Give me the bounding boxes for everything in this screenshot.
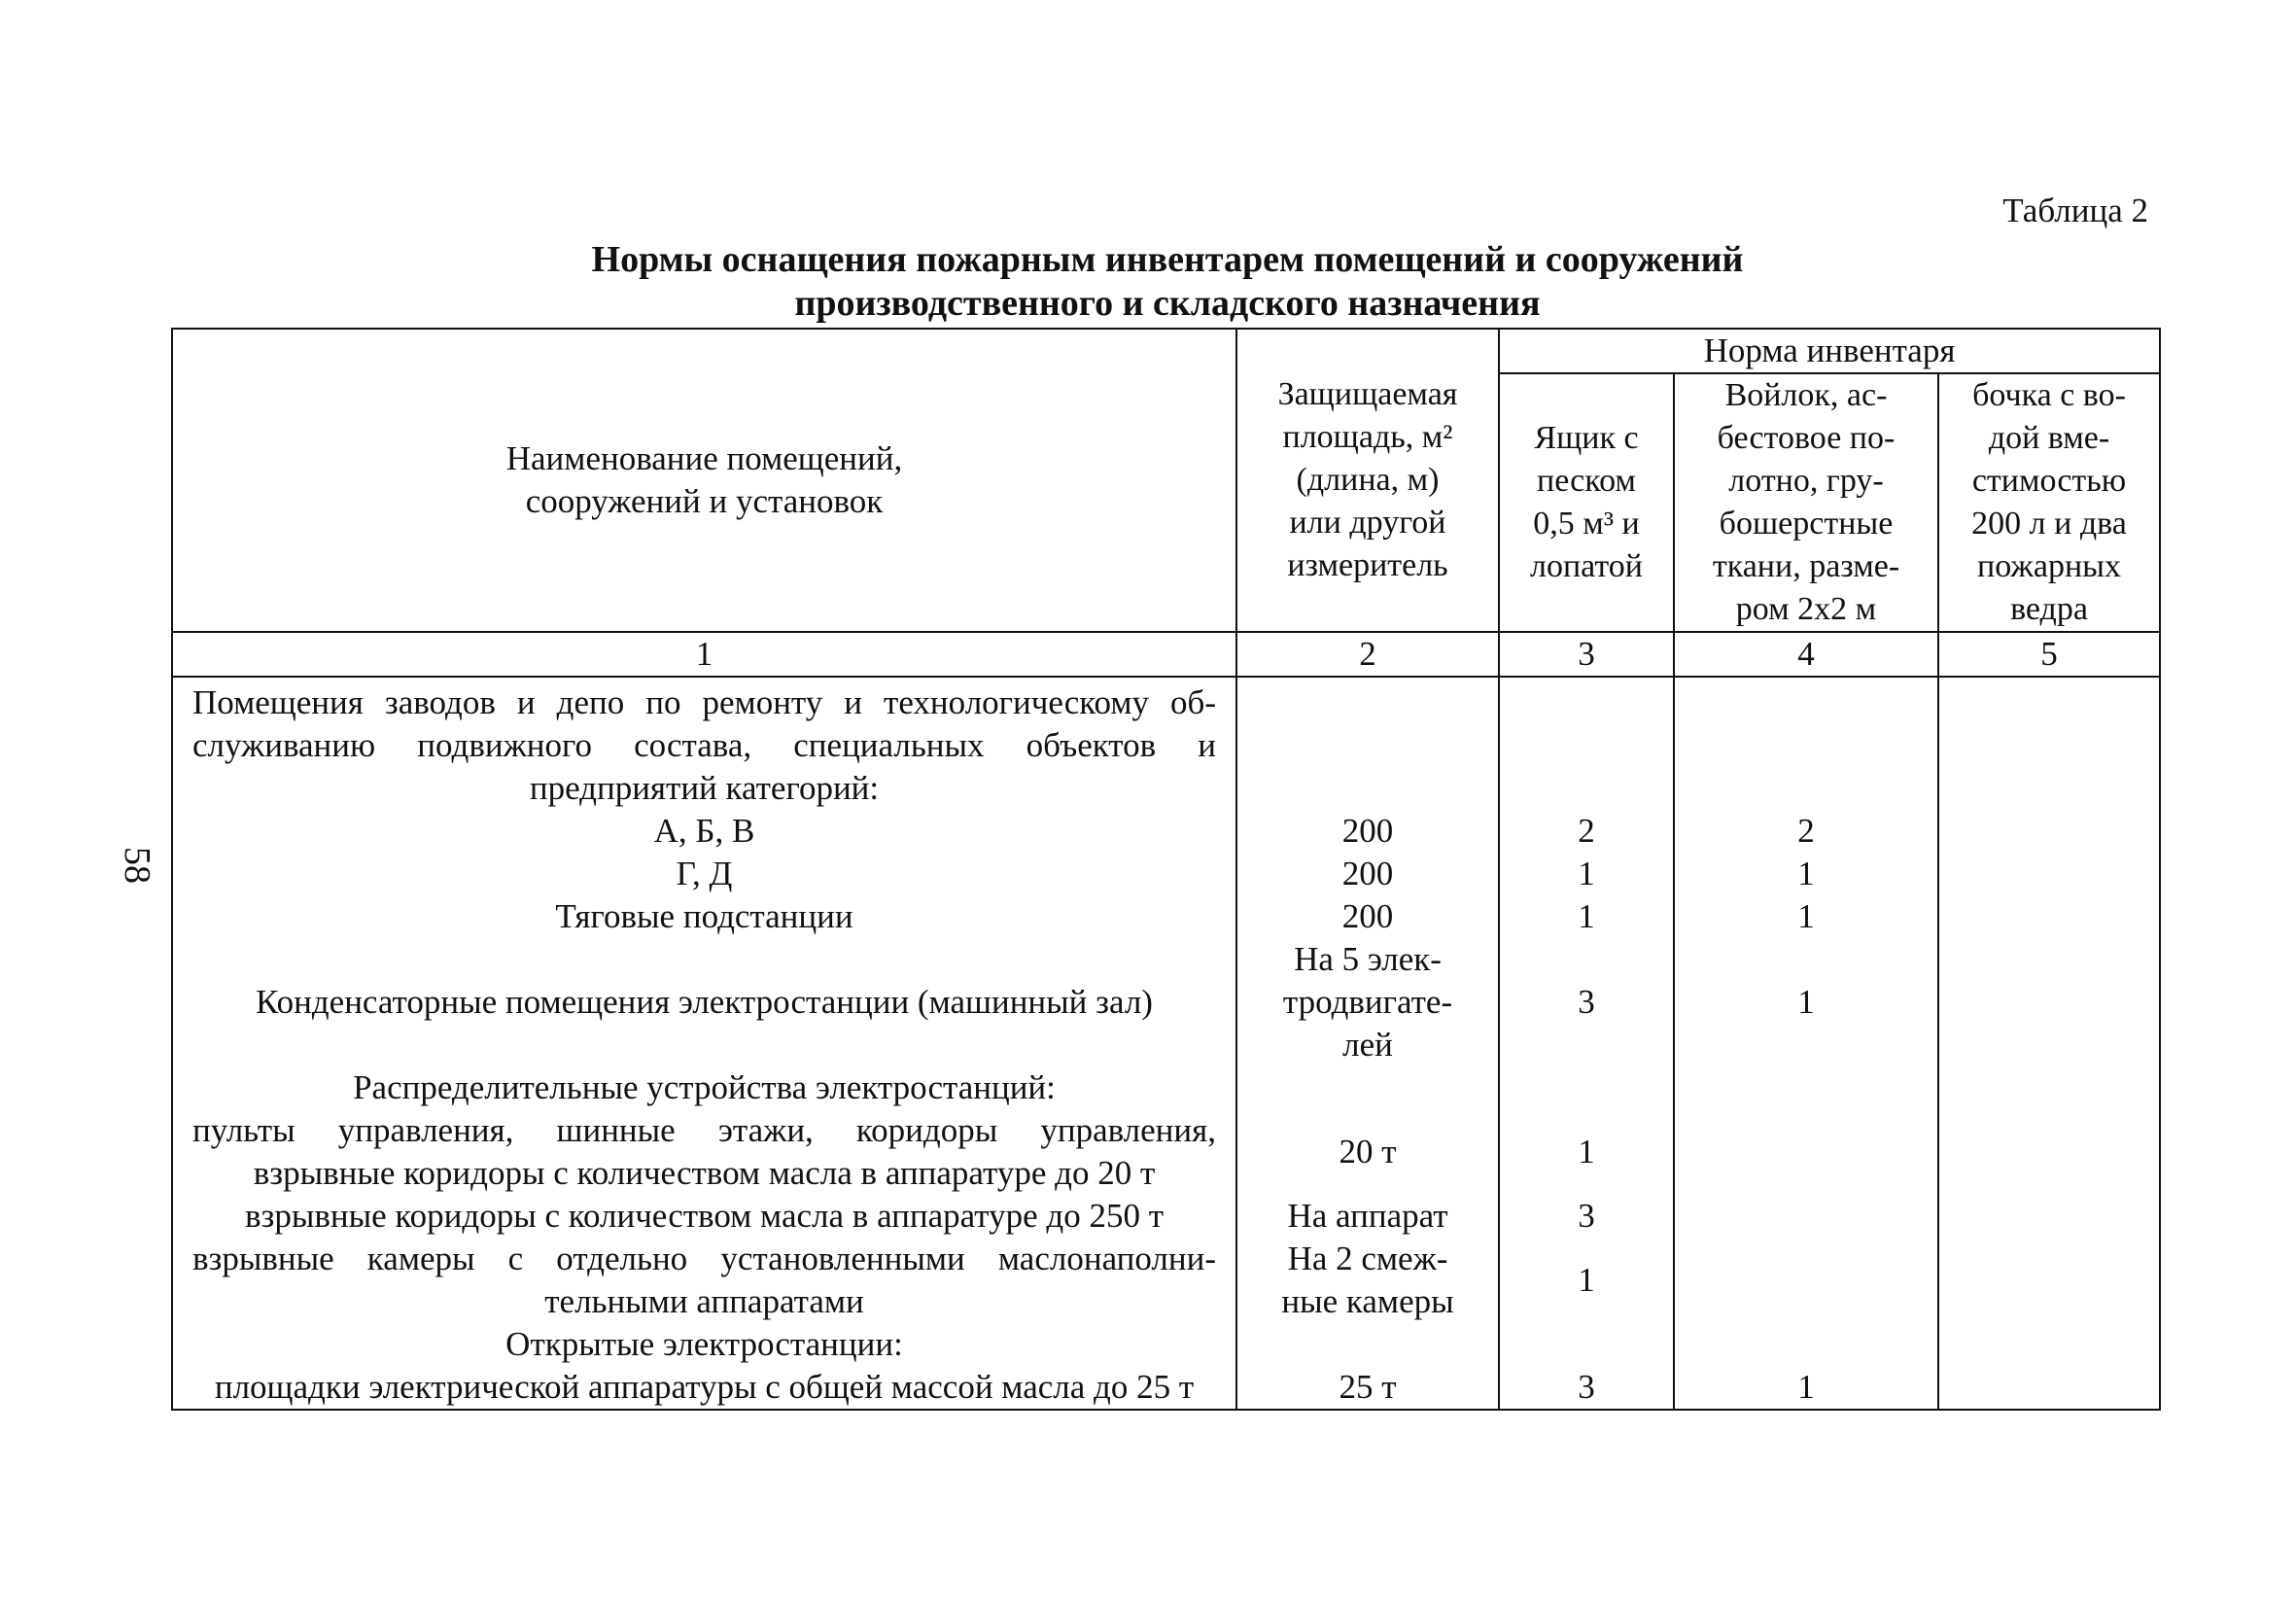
row-text: взрывные камеры с отдельно установленными маслонаполни- (192, 1240, 1216, 1277)
felt-values-cell (1674, 677, 1938, 1410)
area-value: На 5 элек- (1294, 940, 1442, 978)
row-text: Распределительные устройства электростанций: (353, 1068, 1056, 1106)
row-text: площадки электрической аппаратуры с общей массой масла до 25 т (214, 1368, 1195, 1406)
header-col3-line: лопатой (1530, 548, 1643, 584)
header-col3-line: песком (1537, 463, 1636, 499)
area-value: лей (1342, 1026, 1393, 1064)
felt-value: 1 (1797, 983, 1815, 1021)
header-col5-line: ведра (2010, 591, 2088, 627)
header-area-line: (длина, м) (1296, 462, 1440, 498)
header-area-line: Защищаемая (1277, 376, 1458, 412)
header-col5-line: 200 л и два (1971, 506, 2127, 541)
area-values-cell (1236, 677, 1499, 1410)
felt-value: 2 (1797, 812, 1815, 850)
column-number: 1 (172, 632, 1236, 677)
header-col5-line: стимостью (1971, 463, 2127, 499)
area-value: 25 т (1339, 1368, 1397, 1406)
felt-value: 1 (1797, 855, 1815, 892)
header-sand-box-cell (1499, 373, 1674, 632)
area-value: 200 (1341, 812, 1394, 850)
felt-value: 1 (1797, 897, 1815, 935)
header-col5-line: бочка с во- (1972, 377, 2126, 413)
area-value: 200 (1341, 897, 1394, 935)
header-norm-group: Норма инвентаря (1499, 329, 2160, 373)
header-area-cell (1236, 329, 1499, 632)
area-value: тродвигате- (1282, 983, 1453, 1021)
header-name-line: сооружений и установок (525, 482, 884, 520)
header-col3-line: 0,5 м³ и (1533, 506, 1640, 541)
header-col5-line: дой вме- (1988, 420, 2110, 456)
row-text: предприятий категорий: (529, 769, 880, 807)
norms-table (171, 328, 2161, 1411)
area-value: ные камеры (1281, 1282, 1454, 1320)
sand-box-value: 3 (1578, 983, 1595, 1021)
area-value: На аппарат (1287, 1197, 1448, 1235)
header-col4-line: ткани, разме- (1712, 548, 1900, 584)
header-col4-line: лотно, гру- (1728, 463, 1884, 499)
page-number: 58 (117, 847, 157, 884)
sand-box-value: 3 (1578, 1368, 1595, 1406)
area-value: 200 (1341, 855, 1394, 892)
table-label: Таблица 2 (2002, 192, 2148, 229)
header-area-line: измеритель (1287, 547, 1448, 583)
row-text: взрывные коридоры с количеством масла в аппаратуре до 250 т (245, 1197, 1164, 1235)
header-felt-cell (1674, 373, 1938, 632)
column-number: 3 (1499, 632, 1674, 677)
header-name-cell (172, 329, 1236, 632)
row-text: Помещения заводов и депо по ремонту и технологическому об- (192, 683, 1216, 721)
sand-box-value: 1 (1578, 1261, 1595, 1299)
header-area-line: или другой (1289, 505, 1446, 541)
sand-box-value: 1 (1578, 1133, 1595, 1170)
row-text: тельными аппаратами (544, 1282, 864, 1320)
column-number: 2 (1236, 632, 1499, 677)
area-value: На 2 смеж- (1287, 1240, 1448, 1277)
table-title-line-1: Нормы оснащения пожарным инвентарем помещений и сооружений (591, 239, 1744, 280)
header-col4-line: Войлок, ас- (1724, 377, 1888, 413)
header-col4-line: бестовое по- (1717, 420, 1896, 456)
row-text: служиванию подвижного состава, специальных объектов и (192, 726, 1216, 764)
sand-box-values-cell (1499, 677, 1674, 1410)
sand-box-value: 3 (1578, 1197, 1595, 1235)
header-col4-line: ром 2х2 м (1735, 591, 1877, 627)
sand-box-value: 1 (1578, 855, 1595, 892)
row-text: взрывные коридоры с количеством масла в аппаратуре до 20 т (253, 1154, 1156, 1192)
row-text: Тяговые подстанции (555, 897, 853, 935)
table-title-line-2: производственного и складского назначения (794, 283, 1541, 324)
row-text: Конденсаторные помещения электростанции (машинный зал) (256, 983, 1153, 1021)
row-text: пульты управления, шинные этажи, коридоры управления, (192, 1111, 1216, 1149)
felt-value: 1 (1797, 1368, 1815, 1406)
header-col3-line: Ящик с (1534, 420, 1639, 456)
area-value: 20 т (1339, 1133, 1397, 1170)
header-col5-line: пожарных (1977, 548, 2121, 584)
column-number: 4 (1674, 632, 1938, 677)
barrel-values-cell (1938, 677, 2160, 1410)
column-number: 5 (1938, 632, 2160, 677)
row-text: А, Б, В (653, 812, 755, 850)
sand-box-value: 2 (1578, 812, 1595, 850)
header-barrel-cell (1938, 373, 2160, 632)
header-col4-line: бошерстные (1719, 506, 1894, 541)
header-area-line: площадь, м² (1282, 419, 1453, 455)
room-names-cell (172, 677, 1236, 1410)
sand-box-value: 1 (1578, 897, 1595, 935)
row-text: Г, Д (676, 855, 733, 892)
row-text: Открытые электростанции: (505, 1325, 903, 1363)
header-name-line: Наименование помещений, (505, 439, 903, 477)
